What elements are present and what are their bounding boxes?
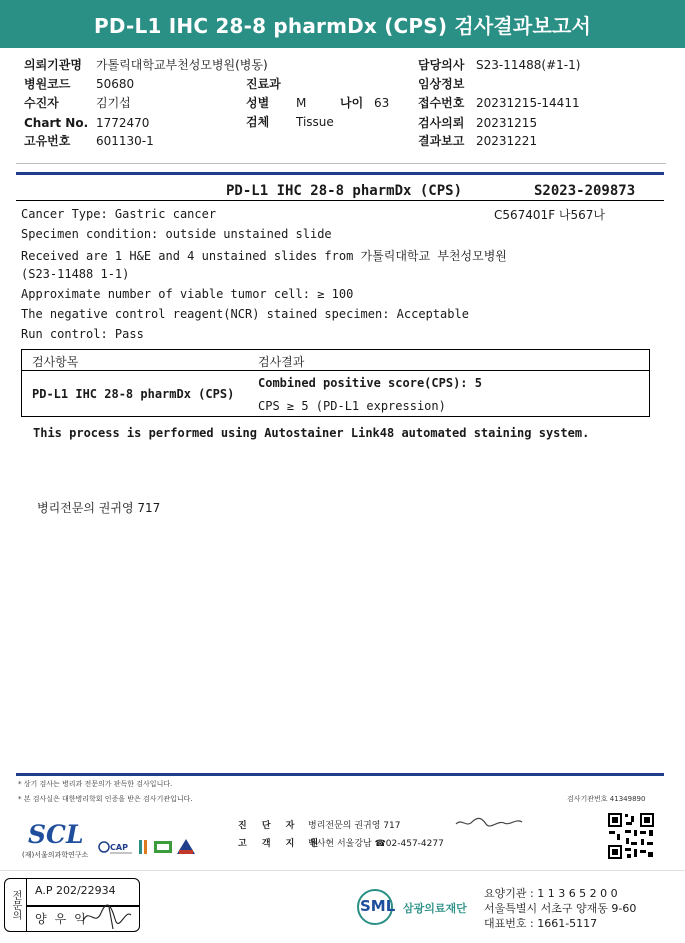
cancer-type-line: Cancer Type: Gastric cancer: [21, 207, 217, 221]
qr-code-icon[interactable]: [607, 812, 655, 860]
hospital-code: [24, 75, 134, 94]
report-date-value: 20231221: [476, 134, 538, 148]
unique-no-value: 601130-1: [96, 134, 154, 148]
clinical-info: [418, 75, 476, 94]
result-cps-interpretation: CPS ≥ 5 (PD-L1 expression): [258, 399, 446, 413]
reference-code: C567401F 나567나: [494, 208, 605, 222]
run-control-line: Run control: Pass: [21, 327, 144, 341]
report-date: [418, 132, 537, 151]
header-divider: [16, 163, 666, 164]
sml-logo: [357, 885, 477, 925]
requesting-org-value: 가톨릭대학교부천성모병원(병동): [96, 58, 268, 72]
report-date-label: 결과보고: [418, 134, 465, 148]
receipt-number: [418, 94, 580, 113]
case-number: S2023-209873: [534, 183, 636, 199]
sex-age: [246, 94, 389, 113]
result-cps-score: Combined positive score(CPS): 5: [258, 376, 482, 390]
sex-label: 성별: [246, 96, 270, 110]
request-date-value: 20231215: [476, 116, 538, 130]
unique-no-label: 고유번호: [24, 134, 71, 148]
report-title: PD-L1 IHC 28-8 pharmDx (CPS) 검사결과보고서: [0, 0, 685, 48]
page-divider: [0, 870, 685, 871]
manager-value: 박사현 서울강남 ☎02-457-4277: [308, 839, 444, 849]
specimen-condition-line: Specimen condition: outside unstained slide: [21, 227, 332, 241]
process-note: This process is performed using Autostainer Link48 automated staining system.: [33, 426, 590, 440]
stamp-ap-number: A.P 202/22934: [35, 884, 116, 897]
iso-icon: [153, 836, 173, 858]
doctor-signature-icon: [454, 814, 524, 830]
receipt-label: 접수번호: [418, 96, 465, 110]
footer-note-2: * 본 검사실은 대한병리학회 인증을 받은 검사기관입니다.: [18, 795, 193, 803]
kolas-icon: [137, 836, 151, 858]
sex-value: M: [296, 96, 307, 110]
patient-name: [24, 94, 131, 113]
ncr-line: The negative control reagent(NCR) stained specimen: Acceptable: [21, 307, 469, 321]
received-ref-line: (S23-11488 1-1): [21, 267, 130, 281]
report-title-rule: [16, 200, 664, 201]
chart-no-label: Chart No.: [24, 116, 89, 130]
footer-note-1: * 상기 검사는 병리과 전문의가 판독한 검사입니다.: [18, 780, 173, 788]
col-test-result: 검사결과: [258, 355, 305, 369]
cap-label: CAP: [110, 843, 128, 852]
col-test-item: 검사항목: [32, 355, 79, 369]
doctor-label: 담당의사: [418, 58, 465, 72]
result-table-header: [22, 350, 649, 371]
org-id: 검사기관번호 41349890: [567, 795, 646, 803]
manager-label: 고 객 지 원: [238, 839, 325, 849]
received-line: Received are 1 H&E and 4 unstained slides from 가톨릭대학교 부천성모병원: [21, 249, 507, 263]
department: [246, 75, 296, 94]
address: 서울특별시 서초구 양재동 9-60: [484, 902, 637, 915]
requesting-org: [24, 56, 268, 75]
specimen-value: Tissue: [296, 115, 334, 129]
requesting-org-label: 의뢰기관명: [24, 58, 82, 72]
test-item-name: PD-L1 IHC 28-8 pharmDx (CPS): [32, 387, 235, 401]
scl-logo-text: SCL: [28, 820, 84, 849]
unique-number: [24, 132, 154, 151]
doctor: [418, 56, 580, 75]
report-top-rule: [16, 172, 664, 175]
hospital-code-value: 50680: [96, 77, 135, 91]
diagnosis-row: [238, 818, 400, 831]
specimen: [246, 113, 334, 132]
phone: 대표번호 : 1661-5117: [484, 917, 598, 930]
request-date: [418, 114, 537, 133]
kfda-icon: [176, 836, 196, 858]
stamp-vertical-label: 전문의: [5, 879, 27, 931]
scl-subtitle: (재)서울의과학연구소: [22, 851, 89, 859]
doctor-value: S23-11488(#1-1): [476, 58, 581, 72]
hospital-code-label: 병원코드: [24, 77, 71, 91]
clinical-label: 임상정보: [418, 77, 465, 91]
receipt-value: 20231215-14411: [476, 96, 580, 110]
chart-number: [24, 114, 149, 133]
result-table: [21, 349, 650, 417]
viable-tumor-line: Approximate number of viable tumor cell: ≥ 100: [21, 287, 354, 301]
specialist-stamp: [4, 878, 140, 932]
dept-label: 진료과: [246, 77, 281, 91]
age-value: 63: [374, 96, 390, 110]
stamp-signature-icon: [79, 901, 139, 931]
sml-logo-text: SML: [360, 897, 396, 915]
manager-row: [238, 836, 444, 849]
age-label: 나이: [340, 96, 364, 110]
diagnosis-value: 병리전문의 권귀영 717: [308, 821, 401, 831]
sml-org-name: 삼광의료재단: [403, 902, 467, 915]
stamp-name: 양우익: [35, 912, 94, 926]
cap-accreditation-icon: [98, 836, 134, 858]
scl-logo: [22, 820, 92, 860]
footer-rule: [16, 773, 664, 776]
patient-label: 수진자: [24, 96, 59, 110]
institution-code: 요양기관 : 1 1 3 6 5 2 0 0: [484, 887, 618, 900]
patient-value: 김기섭: [96, 96, 131, 110]
chart-no-value: 1772470: [96, 116, 150, 130]
test-title: PD-L1 IHC 28-8 pharmDx (CPS): [226, 183, 463, 199]
diagnosis-label: 진 단 자: [238, 821, 301, 831]
request-date-label: 검사의뢰: [418, 116, 465, 130]
pathologist-name: 병리전문의 권귀영 717: [37, 501, 161, 515]
specimen-label: 검체: [246, 115, 270, 129]
